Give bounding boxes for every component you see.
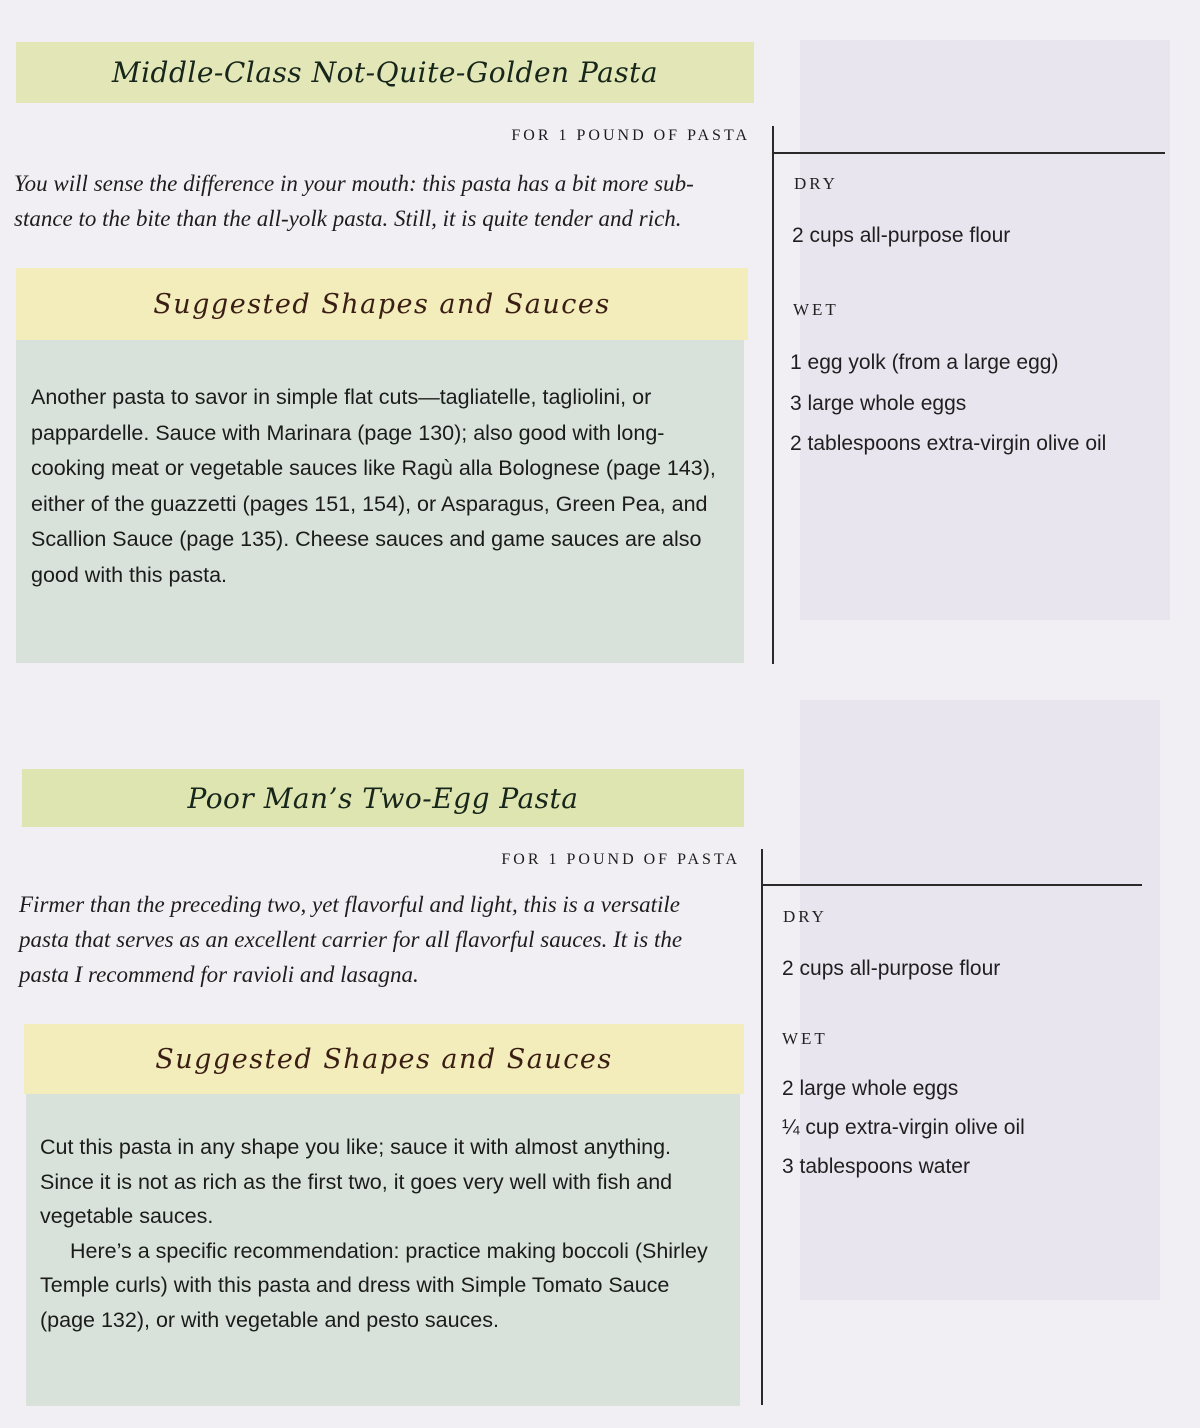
dry-heading: DRY (794, 174, 838, 193)
intro-line: You will sense the difference in your mouth: this pasta has a bit more sub- (14, 171, 694, 196)
wet-ingredient: 3 tablespoons water (782, 1155, 970, 1178)
dry-heading: DRY (783, 907, 827, 926)
recipe-title: Middle-Class Not-Quite-Golden Pasta (16, 42, 754, 103)
intro-line: pasta I recommend for ravioli and lasagna. (19, 962, 419, 987)
wet-ingredient: 2 tablespoons extra-virgin olive oil (790, 432, 1107, 455)
recipe-title: Poor Man’s Two-Egg Pasta (22, 769, 744, 827)
background-panel (800, 700, 1160, 1300)
column-divider (761, 849, 763, 1405)
yield-label: FOR 1 POUND OF PASTA (501, 851, 740, 868)
background-panel (800, 40, 1170, 620)
shapes-line: Scallion Sauce (page 135). Cheese sauces and game sauces are also (31, 527, 702, 551)
shapes-line: (page 132), or with vegetable and pesto sauces. (40, 1307, 499, 1332)
shapes-sauces-heading: Suggested Shapes and Sauces (24, 1024, 744, 1094)
shapes-line: cooking meat or vegetable sauces like Ragù alla Bolognese (page 143), (31, 456, 716, 480)
shapes-sauces-box (26, 1094, 740, 1406)
shapes-line: either of the guazzetti (pages 151, 154), or Asparagus, Green Pea, and (31, 491, 708, 516)
ingredients-rule (761, 884, 1142, 886)
shapes-line: Cut this pasta in any shape you like; sauce it with almost anything. (40, 1135, 672, 1159)
ingredients-rule (772, 152, 1165, 154)
wet-heading: WET (793, 300, 839, 319)
shapes-line: pappardelle. Sauce with Marinara (page 130); also good with long- (31, 420, 665, 445)
recipe-intro (14, 166, 764, 236)
intro-line: pasta that serves as an excellent carrier for all flavorful sauces. It is the (19, 927, 683, 952)
wet-heading: WET (782, 1029, 828, 1048)
shapes-line: Temple curls) with this pasta and dress with Simple Tomato Sauce (40, 1273, 670, 1297)
dry-ingredient: 2 cups all-purpose flour (782, 957, 1001, 980)
shapes-line: Here’s a specific recommendation: practice making boccoli (Shirley (70, 1238, 708, 1263)
wet-ingredient: 1 egg yolk (from a large egg) (790, 351, 1059, 374)
shapes-sauces-box (16, 340, 744, 663)
recipe-intro (19, 887, 754, 992)
intro-line: Firmer than the preceding two, yet flavorful and light, this is a versatile (19, 892, 680, 917)
wet-ingredient: 3 large whole eggs (790, 392, 967, 415)
dry-ingredient: 2 cups all-purpose flour (792, 224, 1011, 247)
intro-line: stance to the bite than the all-yolk pasta. Still, it is quite tender and rich. (14, 206, 682, 231)
shapes-sauces-heading: Suggested Shapes and Sauces (16, 268, 748, 340)
wet-ingredient: ¼ cup extra-virgin olive oil (782, 1116, 1025, 1139)
yield-label: FOR 1 POUND OF PASTA (511, 127, 750, 144)
shapes-line: good with this pasta. (31, 562, 228, 587)
shapes-line: Since it is not as rich as the first two, it goes very well with fish and (40, 1169, 673, 1194)
shapes-line: Another pasta to savor in simple flat cuts—tagliatelle, tagliolini, or (31, 385, 652, 409)
shapes-line: vegetable sauces. (40, 1204, 214, 1228)
wet-ingredient: 2 large whole eggs (782, 1077, 959, 1100)
column-divider (772, 126, 774, 664)
